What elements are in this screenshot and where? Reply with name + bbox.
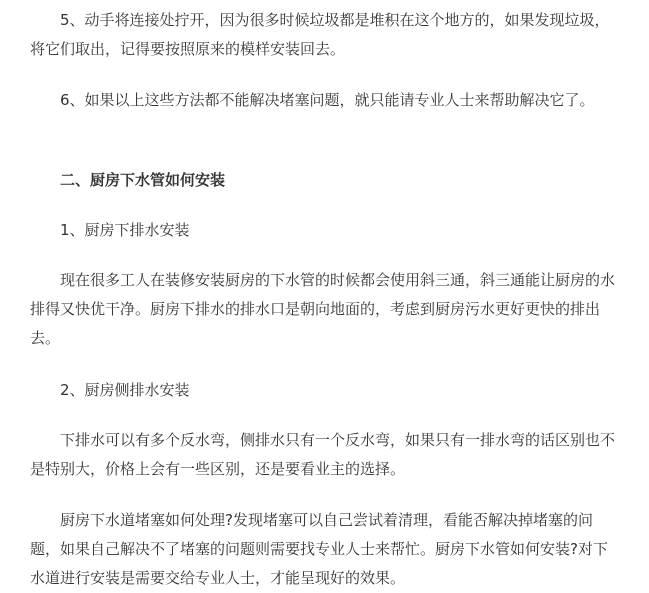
paragraph-summary: 厨房下水道堵塞如何处理?发现堵塞可以自己尝试着清理，看能否解决掉堵塞的问题，如果自己解决不了堵塞的问题则需要找专业人士来帮忙。厨房下水管如何安装?对下水道进行安装是需要交给专业人士，才能呈现好的效果。 [30,511,608,587]
paragraph-bottom-drain: 现在很多工人在装修安装厨房的下水管的时候都会使用斜三通，斜三通能让厨房的水排得又快优干净。厨房下排水的排水口是朝向地面的，考虑到厨房污水更好更快的排出去。 [30,271,616,347]
paragraph-step-6: 6、如果以上这些方法都不能解决堵塞问题，就只能请专业人士来帮助解决它了。 [60,91,595,109]
subheading-side-drain: 2、厨房侧排水安装 [60,381,190,399]
paragraph-step-5: 5、动手将连接处拧开，因为很多时候垃圾都是堆积在这个地方的，如果发现垃圾，将它们取出，记得要按照原来的模样安装回去。 [30,11,610,58]
subheading-bottom-drain: 1、厨房下排水安装 [60,221,190,239]
section-heading-install: 二、厨房下水管如何安装 [60,171,226,189]
paragraph-side-drain: 下排水可以有多个反水弯，侧排水只有一个反水弯，如果只有一排水弯的话区别也不是特别大，价格上会有一些区别，还是要看业主的选择。 [30,431,616,478]
